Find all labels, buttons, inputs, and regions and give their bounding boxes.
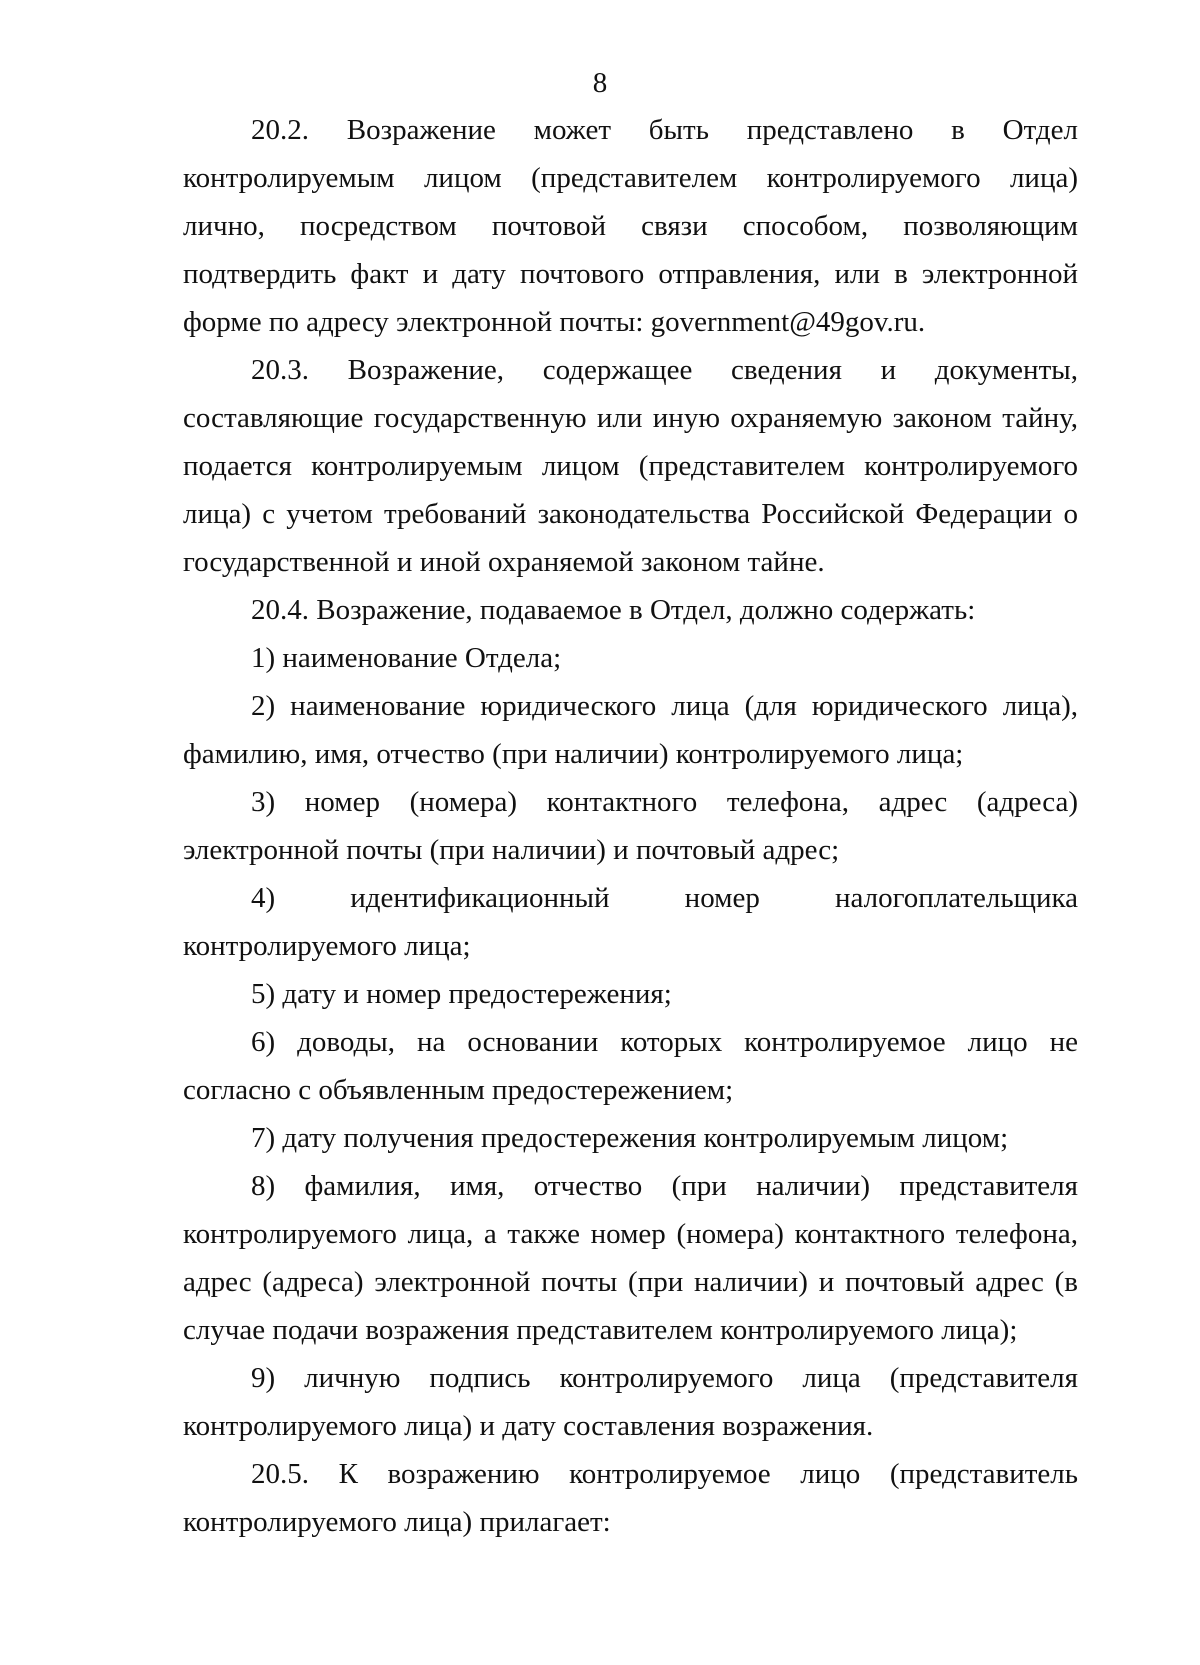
paragraph-20-5: 20.5. К возражению контролируемое лицо (представитель контролируемого лица) прилагает: [183,1458,1078,1538]
paragraph-20-4: 20.4. Возражение, подаваемое в Отдел, должно содержать: [251,594,976,626]
list-item-1: 1) наименование Отдела; [251,642,562,674]
page-number: 8 [592,67,608,99]
list-item-6: 6) доводы, на основании которых контролируемое лицо не согласно с объявленным предостережением; [183,1026,1078,1106]
list-item-7: 7) дату получения предостережения контролируемым лицом; [251,1122,1009,1154]
list-item-8: 8) фамилия, имя, отчество (при наличии) представителя контролируемого лица, а также номер (номера) контактного телефона, адрес (адреса) электронной почты (при наличии) и почтовый адрес (в случае подачи возражения представителем контролируемого лица); [183,1170,1078,1346]
list-item-3: 3) номер (номера) контактного телефона, адрес (адреса) электронной почты (при наличии) и почтовый адрес; [183,786,1078,866]
list-item-4: 4) идентификационный номер налогоплательщика контролируемого лица; [183,882,1078,962]
paragraph-20-3: 20.3. Возражение, содержащее сведения и документы, составляющие государственную или иную охраняемую законом тайну, подается контролируемым лицом (представителем контролируемого лица) с учетом требований законодательства Российской Федерации о государственной и иной охраняемой законом тайне. [183,354,1078,578]
document-body [183,106,1078,1546]
list-item-2: 2) наименование юридического лица (для юридического лица), фамилию, имя, отчество (при наличии) контролируемого лица; [183,690,1078,770]
list-item-5: 5) дату и номер предостережения; [251,978,672,1010]
paragraph-20-2: 20.2. Возражение может быть представлено в Отдел контролируемым лицом (представителем контролируемого лица) лично, посредством почтовой связи способом, позволяющим подтвердить факт и дату почтового отправления, или в электронной форме по адресу электронной почты: government@49gov.ru. [183,114,1078,338]
list-item-9: 9) личную подпись контролируемого лица (представителя контролируемого лица) и дату составления возражения. [183,1362,1078,1442]
